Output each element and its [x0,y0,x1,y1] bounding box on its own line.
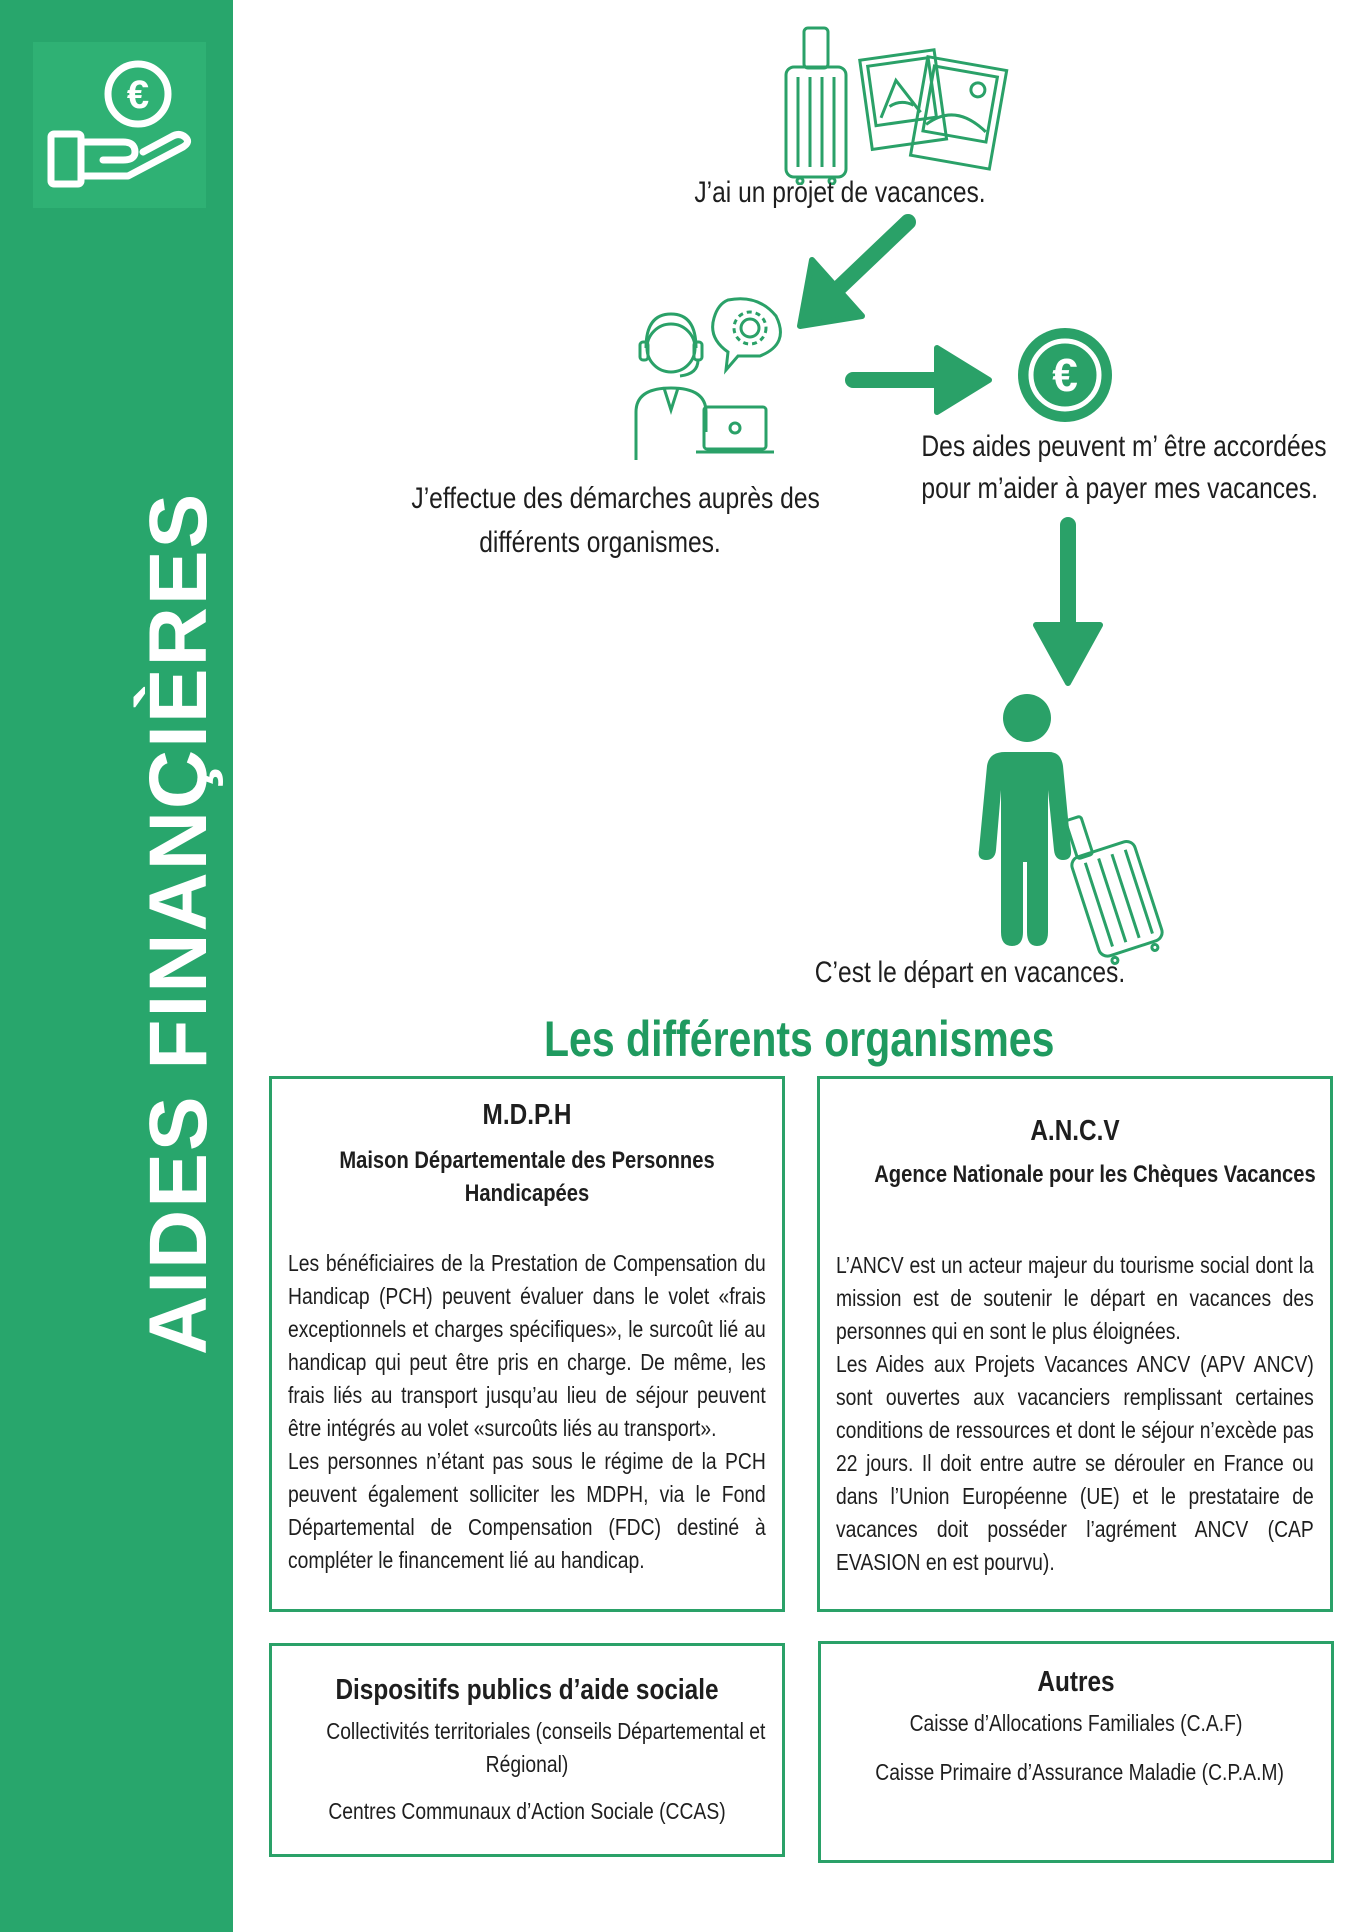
logo-box [33,42,206,208]
arrow-down-icon [1028,515,1108,690]
mdph-full-name-line2: Handicapées [464,1180,590,1207]
mdph-full-name-line1: Maison Départementale des Personnes [339,1147,715,1174]
traveler-suitcase-icon [975,690,1175,970]
flow-step1-text: J’ai un projet de vacances. [694,176,986,209]
euro-coin-icon [1015,325,1115,425]
flow-step4-text: C’est le départ en vacances. [814,956,1126,989]
mdph-paragraph-2: Les personnes n’étant pas sous le régime de la PCH peuvent également solliciter les MDPH, via le Fond Départemental de Compensation (FDC) destiné à compléter le financement lié au handicap. [288,1448,766,1573]
section-title: Les différents organismes [544,1011,1055,1067]
autres-title: Autres [1037,1666,1115,1698]
public-aid-line2: Régional) [485,1751,569,1777]
ancv-paragraph-2: Les Aides aux Projets Vacances ANCV (APV ANCV) sont ouvertes aux vacanciers remplissant certaines conditions de ressources et dont le séjour n’excède pas 22 jours. Il doit entre autre se dérouler en France ou dans l’Union Européenne (UE) et le prestataire de vacances doit posséder l’agrément ANCV (CAP EVASION en est pourvu). [836,1351,1314,1575]
sidebar [0,0,233,1932]
svg-text:€: € [1052,349,1078,401]
call-center-agent-icon [628,292,798,462]
ancv-full-name: Agence Nationale pour les Chèques Vacances [874,1161,1316,1188]
mdph-card [269,1076,785,1612]
autres-card [818,1641,1334,1863]
public-aid-card [269,1643,785,1857]
public-aid-title: Dispositifs publics d’aide sociale [335,1674,719,1706]
arrow-down-left-icon [790,208,930,333]
ancv-card [817,1076,1333,1612]
ancv-paragraph-1: L’ANCV est un acteur majeur du tourisme social dont la mission est de soutenir le départ en vacances des personnes qui en sont le plus éloignées. [836,1252,1314,1344]
public-aid-line3: Centres Communaux d’Action Sociale (CCAS) [328,1798,726,1824]
sidebar-title: AIDES FINANÇIÈRES [133,491,224,1355]
suitcase-photos-icon [780,25,1020,185]
autres-line2: Caisse Primaire d’Assurance Maladie (C.P.A.M) [875,1759,1284,1785]
flow-step2-line2: différents organismes. [479,526,721,559]
mdph-acronym: M.D.P.H [482,1099,572,1131]
svg-text:€: € [126,73,150,117]
arrow-right-icon [845,340,995,420]
mdph-paragraph-1: Les bénéficiaires de la Prestation de Compensation du Handicap (PCH) peuvent évaluer dans le volet «frais exceptionnels et charges spécifiques», le surcoût lié au handicap qui peut être pris en charge. De même, les frais liés au transport jusqu’au lieu de séjour peuvent être intégrés au volet «surcoûts liés au transport». [288,1250,766,1441]
flow-step3-line1: Des aides peuvent m’ être accordées [921,430,1327,463]
hand-euro-icon [33,42,206,208]
flow-step3-line2: pour m’aider à payer mes vacances. [921,472,1318,505]
ancv-acronym: A.N.C.V [1030,1115,1120,1147]
public-aid-line1: Collectivités territoriales (conseils Départemental et [326,1718,766,1744]
flow-step2-line1: J’effectue des démarches auprès des [411,482,820,515]
autres-line1: Caisse d’Allocations Familiales (C.A.F) [909,1710,1243,1736]
